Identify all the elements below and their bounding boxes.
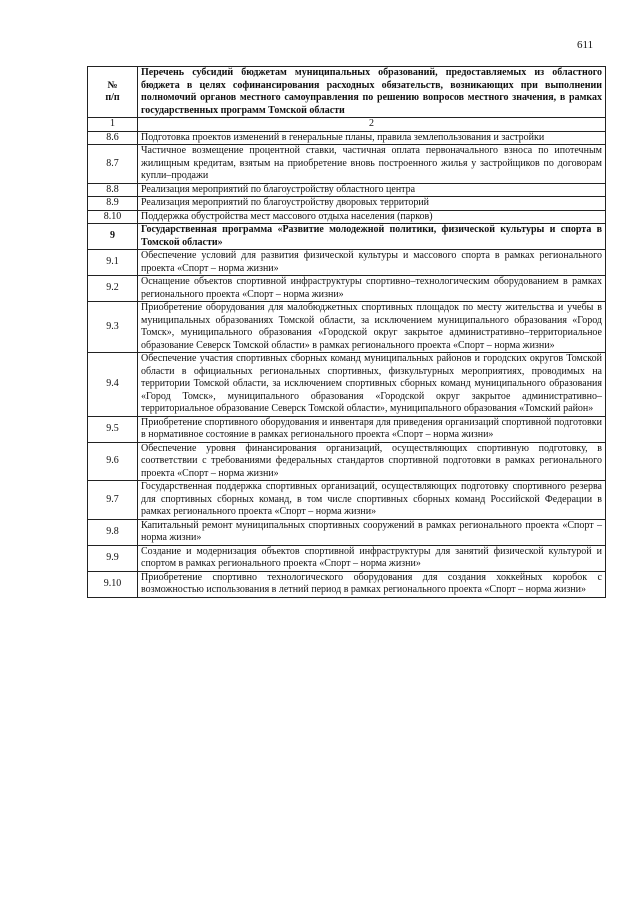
row-number: 9	[88, 224, 138, 250]
table-row	[88, 210, 606, 224]
table-row	[88, 571, 606, 597]
column-index-row	[88, 118, 606, 132]
row-number: 8.7	[88, 145, 138, 184]
column-index-2: 2	[138, 118, 606, 132]
subsidies-table	[87, 66, 606, 598]
row-number: 8.6	[88, 131, 138, 145]
row-description: Поддержка обустройства мест массового отдыха населения (парков)	[138, 210, 606, 224]
row-description: Капитальный ремонт муниципальных спортивных сооружений в рамках регионального проекта «Спорт – норма жизни»	[138, 519, 606, 545]
row-number: 9.6	[88, 442, 138, 481]
row-description: Государственная программа «Развитие молодежной политики, физической культуры и спорта в Томской области»	[138, 224, 606, 250]
row-number: 9.10	[88, 571, 138, 597]
row-number: 9.2	[88, 276, 138, 302]
row-description: Реализация мероприятий по благоустройству областного центра	[138, 183, 606, 197]
row-number: 9.3	[88, 302, 138, 353]
row-description: Приобретение спортивно технологического оборудования для создания хоккейных коробок с возможностью использования в летний период в рамках регионального проекта «Спорт – норма жизни»	[138, 571, 606, 597]
row-number: 8.9	[88, 197, 138, 211]
header-title: Перечень субсидий бюджетам муниципальных образований, предоставляемых из областного бюджета в целях софинансирования расходных обязательств, возникающих при выполнении полномочий органов местного самоуправления по решению вопросов местного значения, в рамках государственных программ Томской области	[138, 67, 606, 118]
row-description: Обеспечение условий для развития физической культуры и массового спорта в рамках регионального проекта «Спорт – норма жизни»	[138, 250, 606, 276]
row-number: 8.10	[88, 210, 138, 224]
row-description: Обеспечение уровня финансирования организаций, осуществляющих спортивную подготовку, в соответствии с требованиями федеральных стандартов спортивной подготовки в рамках регионального проекта «Спорт – норма жизни»	[138, 442, 606, 481]
row-description: Приобретение спортивного оборудования и инвентаря для приведения организаций спортивной подготовки в нормативное состояние в рамках регионального проекта «Спорт – норма жизни»	[138, 416, 606, 442]
row-description: Создание и модернизация объектов спортивной инфраструктуры для занятий физической культурой и спортом в рамках регионального проекта «Спорт – норма жизни»	[138, 545, 606, 571]
table-row	[88, 302, 606, 353]
row-number: 8.8	[88, 183, 138, 197]
row-description: Частичное возмещение процентной ставки, частичная оплата первоначального взноса по ипотечным жилищным кредитам, взятым на приобретение вновь построенного жилья у застройщиков по договорам купли–продажи	[138, 145, 606, 184]
table-row	[88, 481, 606, 520]
row-description: Государственная поддержка спортивных организаций, осуществляющих подготовку спортивного резерва для спортивных сборных команд, в том числе спортивных сборных команд Российской Федерации в рамках регионального проекта «Спорт – норма жизни»	[138, 481, 606, 520]
row-description: Обеспечение участия спортивных сборных команд муниципальных районов и городских округов Томской области в официальных региональных спортивных, физкультурных мероприятиях, проводимых на территории Томской области, за исключением спортивных сборных команд муниципального образования «Город Томск», муниципального образования «Городской округ закрытое административно–территориальное образование Северск Томской области», муниципального образования «Томский район»	[138, 353, 606, 417]
table-row	[88, 545, 606, 571]
table-row	[88, 442, 606, 481]
row-number: 9.7	[88, 481, 138, 520]
table-row	[88, 416, 606, 442]
table-row	[88, 250, 606, 276]
row-description: Приобретение оборудования для малобюджетных спортивных площадок по месту жительства и учебы в муниципальных образованиях Томской области, за исключением муниципального образования «Город Томск», муниципального образования «Городской округ закрытое административно–территориальное образование Северск Томской области» в рамках регионального проекта «Спорт – норма жизни»	[138, 302, 606, 353]
row-description: Оснащение объектов спортивной инфраструктуры спортивно–технологическим оборудованием в рамках регионального проекта «Спорт – норма жизни»	[138, 276, 606, 302]
program-row	[88, 224, 606, 250]
column-index-1: 1	[88, 118, 138, 132]
row-number: 9.8	[88, 519, 138, 545]
row-number: 9.9	[88, 545, 138, 571]
row-description: Подготовка проектов изменений в генеральные планы, правила землепользования и застройки	[138, 131, 606, 145]
row-number: 9.1	[88, 250, 138, 276]
header-num-col: № п/п	[88, 67, 138, 118]
row-number: 9.4	[88, 353, 138, 417]
row-number: 9.5	[88, 416, 138, 442]
table-header-row	[88, 67, 606, 118]
table-row	[88, 276, 606, 302]
table-row	[88, 131, 606, 145]
table-row	[88, 197, 606, 211]
table-row	[88, 353, 606, 417]
table-row	[88, 519, 606, 545]
table-row	[88, 183, 606, 197]
row-description: Реализация мероприятий по благоустройству дворовых территорий	[138, 197, 606, 211]
page-number: 611	[577, 39, 594, 51]
table-row	[88, 145, 606, 184]
